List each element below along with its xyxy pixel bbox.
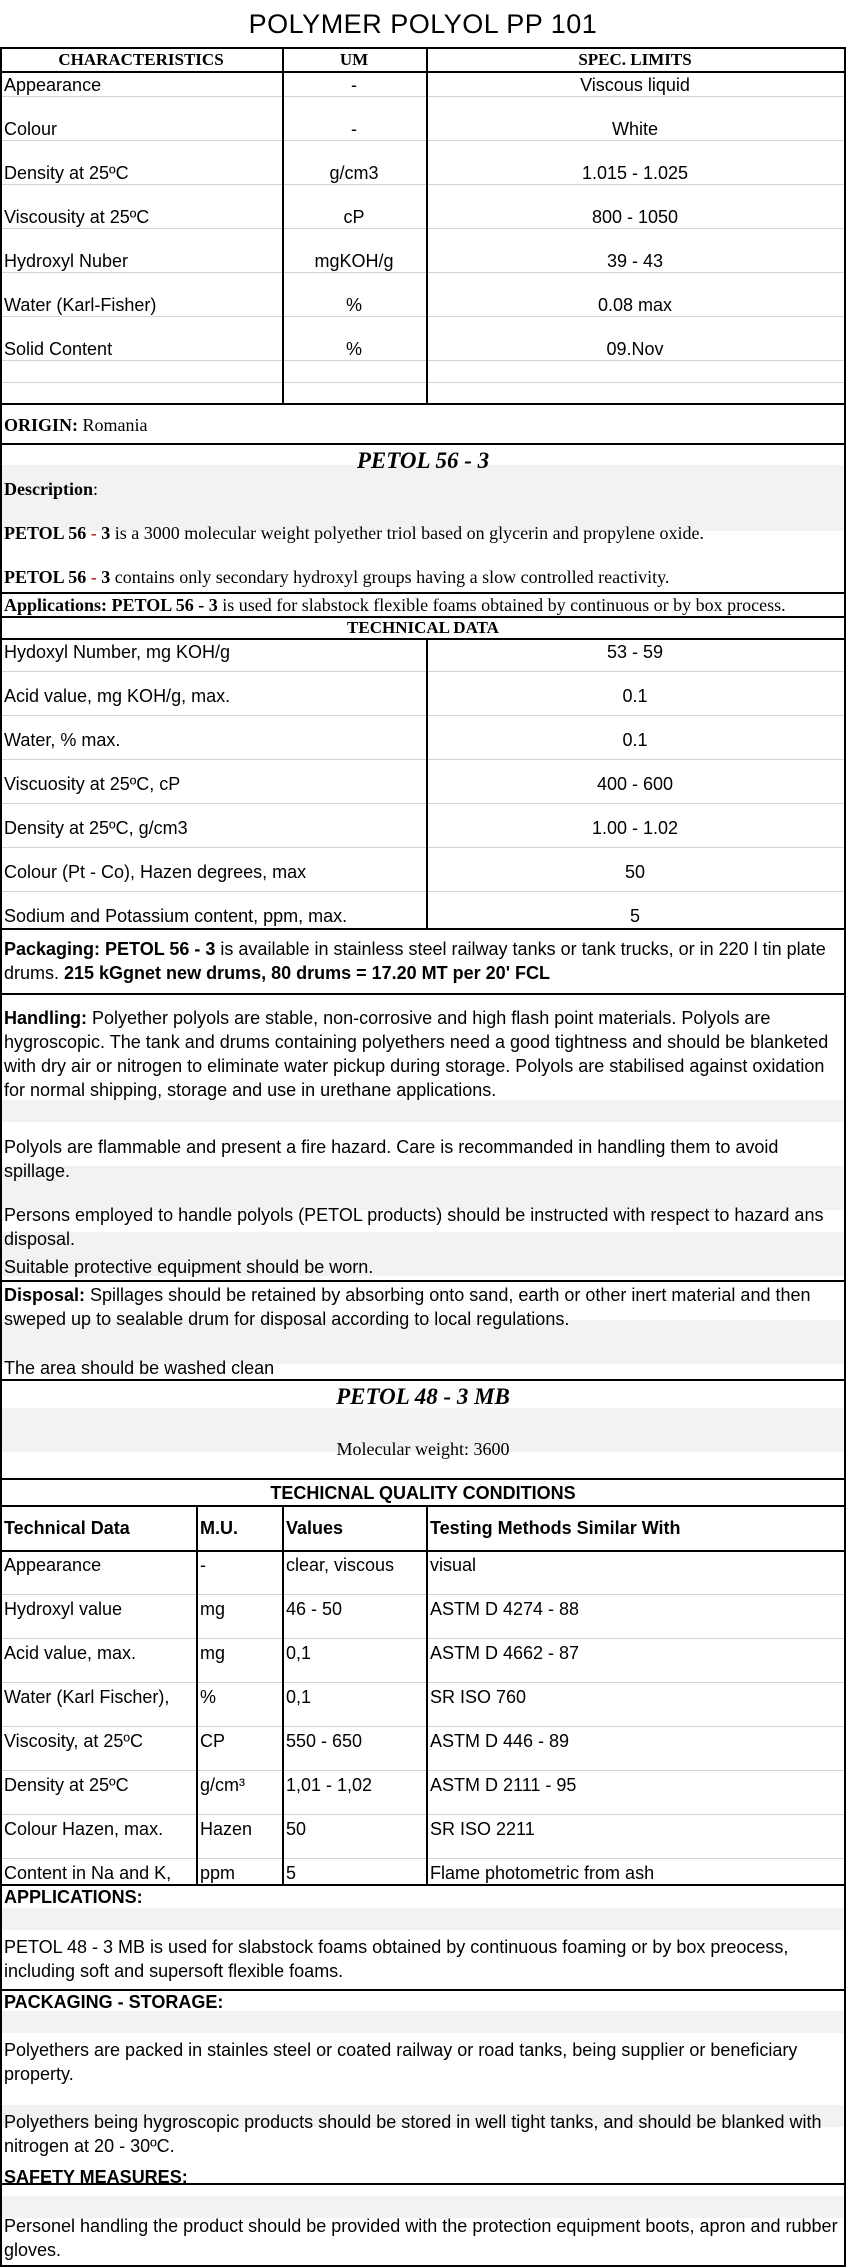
quality-row-method: visual (430, 1555, 477, 1575)
grid-line (0, 1858, 846, 1859)
grid-line (0, 1770, 846, 1771)
header-spec-limits: SPEC. LIMITS (578, 50, 692, 69)
disposal-label: Disposal: (4, 1285, 86, 1305)
quality-row-method: ASTM D 4662 - 87 (430, 1643, 580, 1663)
pp101-row-name: Hydroxyl Nuber (4, 251, 129, 271)
grid-line (0, 272, 846, 273)
pp101-row-spec: 0.08 max (597, 295, 673, 315)
safety-measures-heading: SAFETY MEASURES: (4, 2167, 188, 2187)
pp101-row-um: - (351, 119, 357, 139)
header-technical-data: Technical Data (4, 1518, 130, 1538)
quality-row-method: ASTM D 4274 - 88 (430, 1599, 580, 1619)
pp101-row-name: Water (Karl-Fisher) (4, 295, 157, 315)
handling-label: Handling: (4, 1008, 87, 1028)
persons-paragraph: Persons employed to handle polyols (PETOL products) should be instructed with respect to hazard ans disposal. (4, 1205, 824, 1249)
pp101-row-name: Colour (4, 119, 58, 139)
border-line (0, 1505, 846, 1507)
border-line (0, 1550, 846, 1552)
tech-row-name: Water, % max. (4, 730, 121, 750)
quality-row-value: clear, viscous (286, 1555, 395, 1575)
product-number: 3 (101, 523, 111, 543)
handling-paragraph (4, 1006, 840, 1102)
product-name: PETOL 56 (4, 567, 87, 587)
tech-row-name: Hydoxyl Number, mg KOH/g (4, 642, 231, 662)
tech-row-value: 53 - 59 (606, 642, 664, 662)
tech-row-name: Viscuosity at 25ºC, cP (4, 774, 181, 794)
quality-row-value: 0,1 (286, 1643, 312, 1663)
tech-row-name: Acid value, mg KOH/g, max. (4, 686, 231, 706)
grid-line (0, 316, 846, 317)
origin-label: ORIGIN: (4, 415, 79, 435)
dash: - (86, 523, 102, 543)
applications-heading: APPLICATIONS: (4, 1887, 143, 1907)
applications-line (4, 594, 786, 616)
quality-row-value: 5 (286, 1863, 297, 1883)
border-line (0, 71, 846, 73)
packaging-text: is available in stainless steel railway tanks or tank trucks, or in 220 l tin plate drums. (4, 939, 826, 983)
quality-row-mu: % (200, 1687, 217, 1707)
quality-row-mu: Hazen (200, 1819, 253, 1839)
grid-line (0, 1814, 846, 1815)
pp101-row-spec: 800 - 1050 (591, 207, 679, 227)
flammable-paragraph: Polyols are flammable and present a fire hazard. Care is recommanded in handling them to avoid spillage. (4, 1137, 779, 1181)
petol-56-3-title: PETOL 56 - 3 (356, 448, 490, 473)
quality-row-value: 46 - 50 (286, 1599, 343, 1619)
quality-row-name: Viscosity, at 25ºC (4, 1731, 143, 1751)
text: is a 3000 molecular weight polyether triol based on glycerin and propylene oxide. (110, 523, 705, 543)
grid-line (0, 1638, 846, 1639)
border-left (0, 47, 2, 2267)
stripe (0, 2011, 846, 2033)
stripe (0, 487, 846, 509)
grid-line (0, 847, 846, 848)
molecular-weight: Molecular weight: 3600 (336, 1439, 510, 1459)
grid-line (0, 360, 846, 361)
tech-row-name: Density at 25ºC, g/cm3 (4, 818, 188, 838)
quality-row-method: ASTM D 2111 - 95 (430, 1775, 577, 1795)
text: contains only secondary hydroxyl groups having a slow controlled reactivity. (110, 567, 670, 587)
border-line (0, 403, 846, 405)
grid-line (0, 759, 846, 760)
quality-row-mu: - (200, 1555, 206, 1575)
header-characteristics: CHARACTERISTICS (58, 50, 224, 69)
header-testing-methods: Testing Methods Similar With (430, 1518, 681, 1538)
quality-row-value: 0,1 (286, 1687, 312, 1707)
technical-data-header: TECHNICAL DATA (347, 618, 499, 637)
border-line (0, 928, 846, 930)
disposal-text: Spillages should be retained by absorbing onto sand, earth or other inert material and then sweped up to sealable drum for disposal according to local regulations. (4, 1285, 811, 1329)
quality-conditions-header: TECHICNAL QUALITY CONDITIONS (270, 1483, 576, 1503)
packaging-drums: 215 kGgnet new drums, 80 drums = 17.20 MT per 20' FCL (64, 963, 550, 983)
product-number: 3 (101, 567, 111, 587)
pp101-row-um: cP (343, 207, 365, 227)
quality-row-method: SR ISO 2211 (430, 1819, 535, 1839)
quality-row-mu: CP (200, 1731, 226, 1751)
tech-row-value: 0.1 (622, 686, 648, 706)
pp101-row-spec: Viscous liquid (580, 75, 690, 95)
pp101-row-spec: 1.015 - 1.025 (581, 163, 689, 183)
quality-row-method: SR ISO 760 (430, 1687, 527, 1707)
header-mu: M.U. (200, 1518, 238, 1538)
border-line (0, 1478, 846, 1480)
applications-label: Applications: PETOL 56 - 3 (4, 595, 218, 615)
origin-value: Romania (78, 415, 148, 435)
border-right (844, 47, 846, 2267)
quality-row-method: ASTM D 446 - 89 (430, 1731, 570, 1751)
quality-row-name: Colour Hazen, max. (4, 1819, 164, 1839)
washed-paragraph: The area should be washed clean (4, 1358, 275, 1378)
header-values: Values (286, 1518, 344, 1538)
border-line (0, 1280, 846, 1282)
petol-48-3-mb-title: PETOL 48 - 3 MB (336, 1384, 510, 1409)
pp101-row-name: Viscousity at 25ºC (4, 207, 150, 227)
grid-line (0, 96, 846, 97)
dash: - (86, 567, 102, 587)
disposal-paragraph (4, 1283, 840, 1331)
description-para-2 (4, 566, 669, 588)
page-title: POLYMER POLYOL PP 101 (248, 9, 598, 39)
applications-text: is used for slabstock flexible foams obtained by continuous or by box process. (217, 595, 786, 615)
column-divider (426, 1505, 428, 1884)
border-line (0, 993, 846, 995)
pp101-row-name: Density at 25ºC (4, 163, 129, 183)
grid-line (0, 671, 846, 672)
quality-row-name: Appearance (4, 1555, 102, 1575)
quality-row-value: 50 (286, 1819, 307, 1839)
grid-line (0, 382, 846, 383)
pp101-row-name: Solid Content (4, 339, 113, 359)
description-line (4, 478, 98, 500)
packaging-paragraph (4, 937, 840, 985)
description-colon: : (93, 479, 99, 499)
tech-row-name: Sodium and Potassium content, ppm, max. (4, 906, 348, 926)
quality-row-name: Content in Na and K, (4, 1863, 172, 1883)
grid-line (0, 184, 846, 185)
packaging-storage-paragraph-2: Polyethers being hygroscopic products should be stored in well tight tanks, and should be blanked with nitrogen at 20 - 30ºC. (4, 2112, 822, 2156)
grid-line (0, 140, 846, 141)
grid-line (0, 891, 846, 892)
tech-row-value: 1.00 - 1.02 (591, 818, 679, 838)
pp101-row-spec: 09.Nov (606, 339, 664, 359)
quality-row-value: 1,01 - 1,02 (286, 1775, 373, 1795)
quality-row-name: Acid value, max. (4, 1643, 137, 1663)
tech-row-value: 0.1 (622, 730, 648, 750)
quality-row-value: 550 - 650 (286, 1731, 363, 1751)
quality-row-mu: mg (200, 1643, 226, 1663)
tech-row-name: Colour (Pt - Co), Hazen degrees, max (4, 862, 307, 882)
column-divider (282, 1505, 284, 1884)
applications-paragraph: PETOL 48 - 3 MB is used for slabstock foams obtained by continuous foaming or by box preocess, including soft and supersoft flexible foams. (4, 1937, 789, 1981)
border-line (0, 2265, 846, 2267)
description-label: Description (4, 479, 93, 499)
pp101-row-um: - (351, 75, 357, 95)
pp101-row-um: mgKOH/g (314, 251, 394, 271)
handling-text: Polyether polyols are stable, non-corrosive and high flash point materials. Polyols are hygroscopic. The tank and drums containing polyethers need a good tightness and should be blanketed with dry air or nitrogen to eliminate water pickup during storage. Polyols are stabilised against oxidation for normal shipping, storage and use in urethane applications. (4, 1008, 829, 1100)
pp101-row-um: % (345, 339, 362, 359)
tech-row-value: 400 - 600 (596, 774, 674, 794)
pp101-row-spec: White (611, 119, 658, 139)
grid-line (0, 228, 846, 229)
pp101-row-name: Appearance (4, 75, 102, 95)
quality-row-name: Density at 25ºC (4, 1775, 129, 1795)
border-line (0, 443, 846, 445)
packaging-storage-paragraph-1: Polyethers are packed in stainles steel or coated railway or road tanks, being supplier or beneficiary property. (4, 2040, 798, 2084)
column-divider (196, 1505, 198, 1884)
header-um: UM (339, 50, 369, 69)
pp101-row-um: % (345, 295, 362, 315)
packaging-storage-heading: PACKAGING - STORAGE: (4, 1992, 224, 2012)
quality-row-mu: ppm (200, 1863, 236, 1883)
description-para-1 (4, 522, 704, 544)
stripe (0, 1908, 846, 1930)
equipment-paragraph: Suitable protective equipment should be worn. (4, 1257, 374, 1277)
tech-row-value: 50 (624, 862, 646, 882)
quality-row-mu: g/cm³ (200, 1775, 245, 1795)
grid-line (0, 715, 846, 716)
pp101-row-um: g/cm3 (329, 163, 379, 183)
quality-row-mu: mg (200, 1599, 226, 1619)
pp101-row-spec: 39 - 43 (606, 251, 664, 271)
grid-line (0, 803, 846, 804)
tech-row-value: 5 (629, 906, 640, 926)
origin-line (4, 414, 148, 436)
product-name: PETOL 56 (4, 523, 87, 543)
grid-line (0, 1594, 846, 1595)
stripe (0, 1100, 846, 1122)
quality-row-name: Water (Karl Fischer), (4, 1687, 170, 1707)
quality-row-method: Flame photometric from ash (430, 1863, 655, 1883)
packaging-label: Packaging: PETOL 56 - 3 (4, 939, 216, 959)
grid-line (0, 1726, 846, 1727)
grid-line (0, 1682, 846, 1683)
safety-measures-paragraph: Personel handling the product should be provided with the protection equipment boots, apron and rubber gloves. (4, 2216, 838, 2260)
quality-row-name: Hydroxyl value (4, 1599, 123, 1619)
